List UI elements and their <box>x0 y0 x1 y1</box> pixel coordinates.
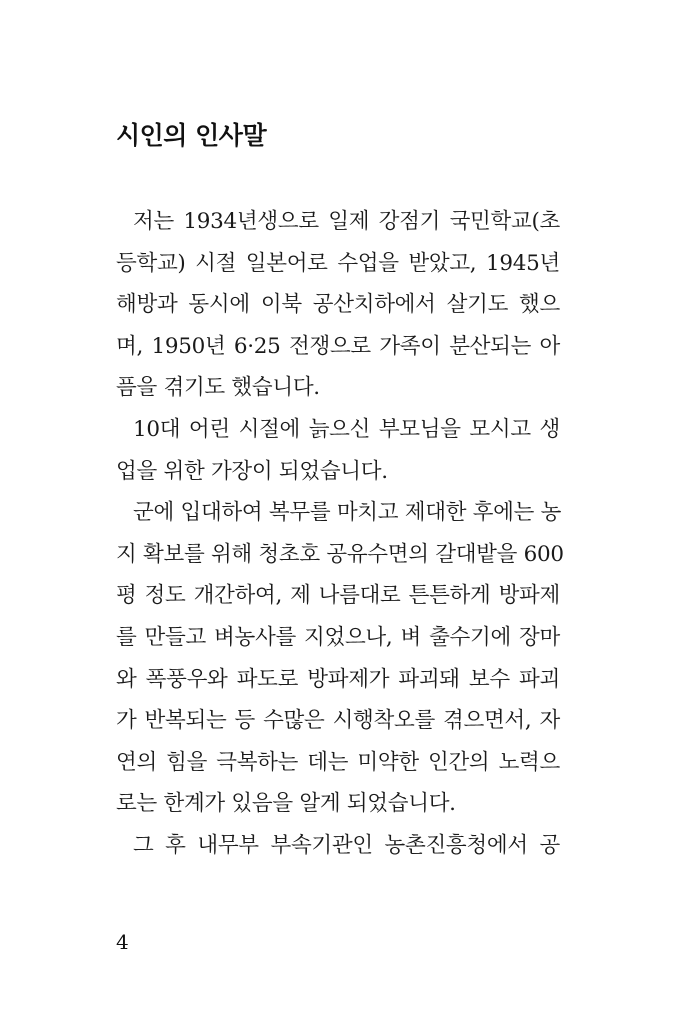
text-line: 픔을 겪기도 했습니다. <box>116 375 320 401</box>
text-line: 와 폭풍우와 파도로 방파제가 파괴돼 보수 파괴 <box>116 666 560 692</box>
text-line: 10대 어린 시절에 늙으신 부모님을 모시고 생 <box>133 416 560 442</box>
text-line: 로는 한계가 있음을 알게 되었습니다. <box>116 791 456 817</box>
text-line: 를 만들고 벼농사를 지었으나, 벼 출수기에 장마 <box>116 624 560 650</box>
page-number: 4 <box>116 930 129 954</box>
text-line: 등학교) 시절 일본어로 수업을 받았고, 1945년 <box>116 250 560 276</box>
text-line: 그 후 내무부 부속기관인 농촌진흥청에서 공 <box>133 832 560 858</box>
text-line: 군에 입대하여 복무를 마치고 제대한 후에는 농 <box>133 500 562 526</box>
text-line: 가 반복되는 등 수많은 시행착오를 겪으면서, 자 <box>116 708 560 734</box>
text-line: 해방과 동시에 이북 공산치하에서 살기도 했으 <box>116 292 560 318</box>
text-line: 평 정도 개간하여, 제 나름대로 튼튼하게 방파제 <box>116 583 560 609</box>
text-line: 저는 1934년생으로 일제 강점기 국민학교(초 <box>133 209 560 234</box>
body-text <box>116 201 564 867</box>
text-line: 연의 힘을 극복하는 데는 미약한 인간의 노력으 <box>116 749 560 775</box>
text-line: 업을 위한 가장이 되었습니다. <box>116 458 388 484</box>
text-line: 지 확보를 위해 청초호 공유수면의 갈대밭을 600 <box>116 541 564 567</box>
page-title: 시인의 인사말 <box>116 121 267 150</box>
text-line: 며, 1950년 6·25 전쟁으로 가족이 분산되는 아 <box>116 333 560 359</box>
